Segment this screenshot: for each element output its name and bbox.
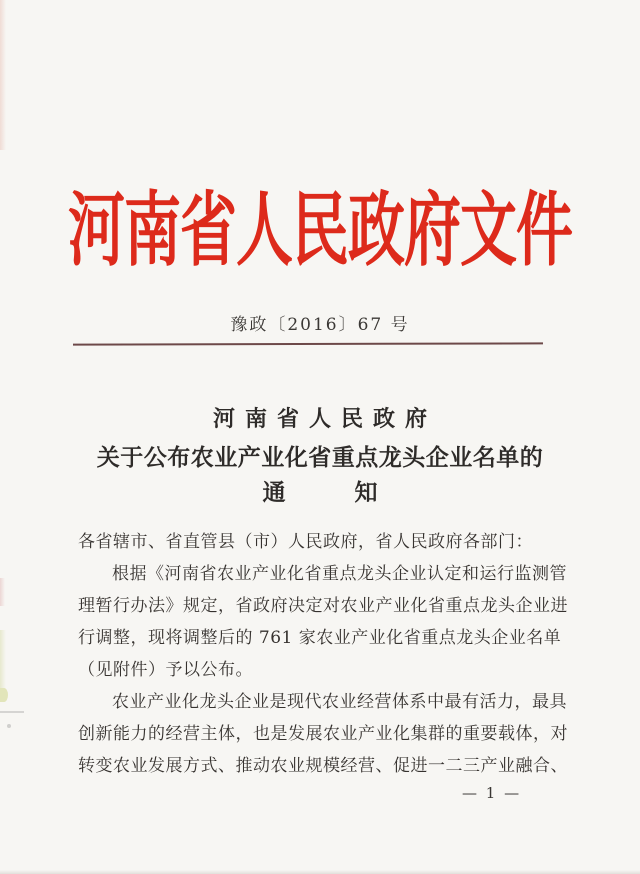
body-line: 各省辖市、省直管县（市）人民政府，省人民政府各部门： — [78, 532, 533, 552]
body-line: 转变农业发展方式、推动农业规模经营、促进一二三产业融合、 — [78, 756, 568, 776]
scan-smudge — [0, 578, 5, 606]
page-number: — 1 — — [462, 784, 522, 802]
body-line: 创新能力的经营主体，也是发展农业产业化集群的重要载体，对 — [78, 724, 568, 744]
document-body — [78, 526, 570, 782]
scan-smudge — [0, 688, 8, 702]
scan-line-artifact — [0, 711, 24, 713]
letterhead-divider-rule — [73, 342, 543, 345]
body-line: 理暂行办法》规定，省政府决定对农业产业化省重点龙头企业进 — [78, 596, 568, 616]
letterhead-title: 河南省人民政府文件 — [68, 182, 572, 279]
title-document-type: 通 知 — [262, 479, 378, 506]
title-subject: 关于公布农业产业化省重点龙头企业名单的 — [96, 444, 544, 471]
body-line: （见附件）予以公布。 — [78, 660, 253, 680]
document-number: 豫政〔2016〕67 号 — [230, 315, 410, 335]
body-line: 行调整，现将调整后的 761 家农业产业化省重点龙头企业名单 — [78, 628, 562, 648]
title-issuing-org: 河南省人民政府 — [212, 406, 437, 432]
letterhead-container — [0, 182, 640, 279]
body-line: 根据《河南省农业产业化省重点龙头企业认定和运行监测管 — [112, 564, 567, 584]
scan-smudge — [0, 630, 6, 688]
body-line: 农业产业化龙头企业是现代农业经营体系中最有活力，最具 — [112, 692, 567, 712]
scan-edge-artifact — [0, 0, 6, 150]
scan-edge-artifact — [0, 870, 640, 874]
scan-dot-artifact — [7, 724, 11, 728]
